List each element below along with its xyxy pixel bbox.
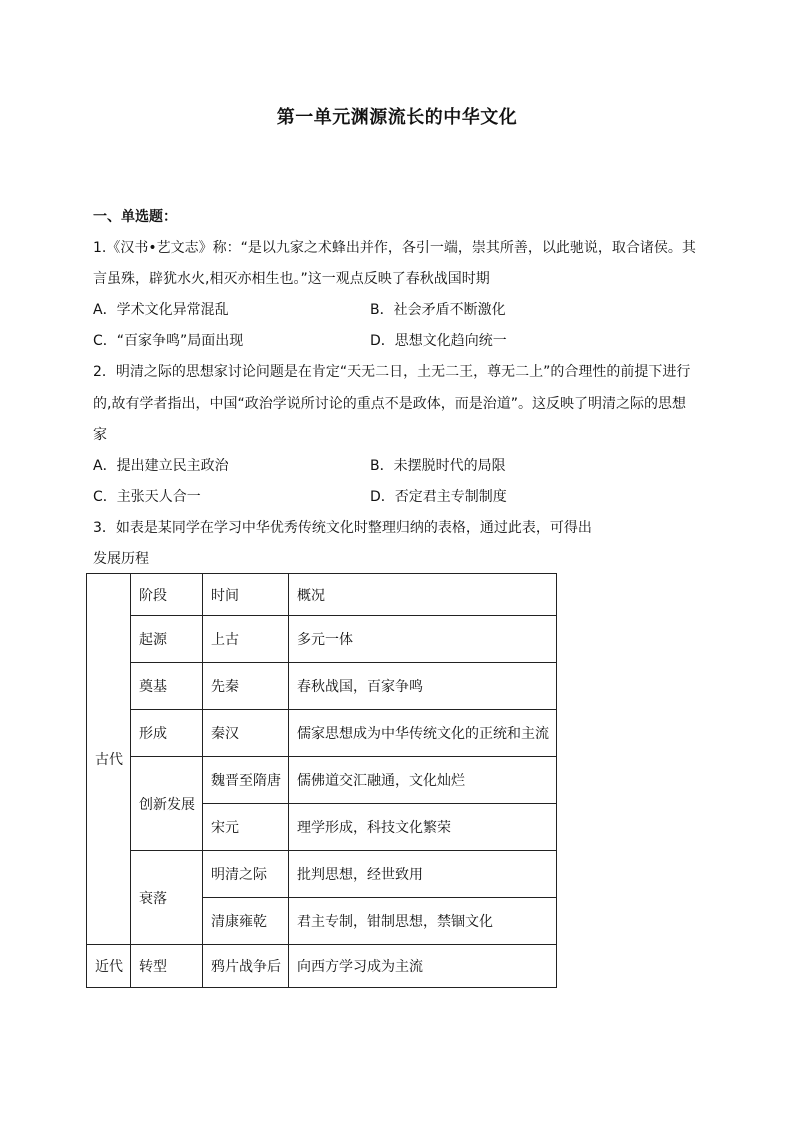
time-cell: 秦汉	[203, 710, 289, 757]
summary-cell: 批判思想，经世致用	[289, 851, 557, 898]
summary-cell: 向西方学习成为主流	[289, 945, 557, 988]
group-cell-ancient: 古代	[87, 574, 131, 945]
table-row	[87, 663, 557, 710]
time-cell: 鸦片战争后	[203, 945, 289, 988]
q2-option-a[interactable]: A．提出建立民主政治	[93, 458, 229, 474]
time-cell: 魏晋至隋唐	[203, 757, 289, 804]
q2-text-line1: 2．明清之际的思想家讨论问题是在肯定“天无二日，土无二王，尊无二上”的合理性的前提下进行	[93, 364, 691, 380]
table-header-cell: 概况	[289, 574, 557, 616]
summary-cell: 理学形成，科技文化繁荣	[289, 804, 557, 851]
table-header-cell: 阶段	[131, 574, 203, 616]
q2-text-line2: 的,故有学者指出，中国“政治学说所讨论的重点不是政体，而是治道”。这反映了明清之际的思想	[93, 396, 686, 412]
time-cell: 清康雍乾	[203, 898, 289, 945]
stage-cell: 形成	[131, 710, 203, 757]
q3-text-line1: 3．如表是某同学在学习中华优秀传统文化时整理归纳的表格，通过此表，可得出	[93, 520, 592, 536]
time-cell: 上古	[203, 616, 289, 663]
stage-cell: 奠基	[131, 663, 203, 710]
q2-option-c[interactable]: C．主张天人合一	[93, 489, 201, 505]
page-title: 第一单元渊源流长的中华文化	[276, 107, 518, 128]
q1-text-line2: 言虽殊，辟犹水火,相灭亦相生也。”这一观点反映了春秋战国时期	[93, 271, 490, 287]
q2-option-d[interactable]: D．否定君主专制制度	[370, 489, 507, 505]
table-row	[87, 574, 557, 616]
summary-cell: 春秋战国，百家争鸣	[289, 663, 557, 710]
table-row	[87, 945, 557, 988]
stage-cell: 起源	[131, 616, 203, 663]
group-cell-modern: 近代	[87, 945, 131, 988]
summary-cell: 儒家思想成为中华传统文化的正统和主流	[289, 710, 557, 757]
stage-cell: 衰落	[131, 851, 203, 945]
q1-option-c[interactable]: C．“百家争鸣”局面出现	[93, 333, 244, 349]
stage-cell: 创新发展	[131, 757, 203, 851]
table-row	[87, 710, 557, 757]
time-cell: 宋元	[203, 804, 289, 851]
time-cell: 明清之际	[203, 851, 289, 898]
summary-cell: 君主专制，钳制思想，禁锢文化	[289, 898, 557, 945]
summary-cell: 多元一体	[289, 616, 557, 663]
table-row	[87, 757, 557, 804]
table-row	[87, 851, 557, 898]
q1-option-a[interactable]: A．学术文化异常混乱	[93, 302, 229, 318]
q2-text-line3: 家	[93, 427, 107, 443]
stage-cell: 转型	[131, 945, 203, 988]
table-row	[87, 616, 557, 663]
q1-option-b[interactable]: B．社会矛盾不断激化	[370, 302, 506, 318]
table-header-cell: 时间	[203, 574, 289, 616]
q3-text-line2: 发展历程	[93, 551, 149, 567]
culture-table	[86, 573, 557, 988]
summary-cell: 儒佛道交汇融通，文化灿烂	[289, 757, 557, 804]
time-cell: 先秦	[203, 663, 289, 710]
q1-option-d[interactable]: D．思想文化趋向统一	[370, 333, 507, 349]
q2-option-b[interactable]: B．未摆脱时代的局限	[370, 458, 506, 474]
q1-text-line1: 1.《汉书•艺文志》称：“是以九家之术蜂出并作，各引一端，崇其所善，以此驰说，取合诸侯。其	[93, 240, 696, 256]
section-heading: 一、单选题：	[93, 209, 177, 225]
